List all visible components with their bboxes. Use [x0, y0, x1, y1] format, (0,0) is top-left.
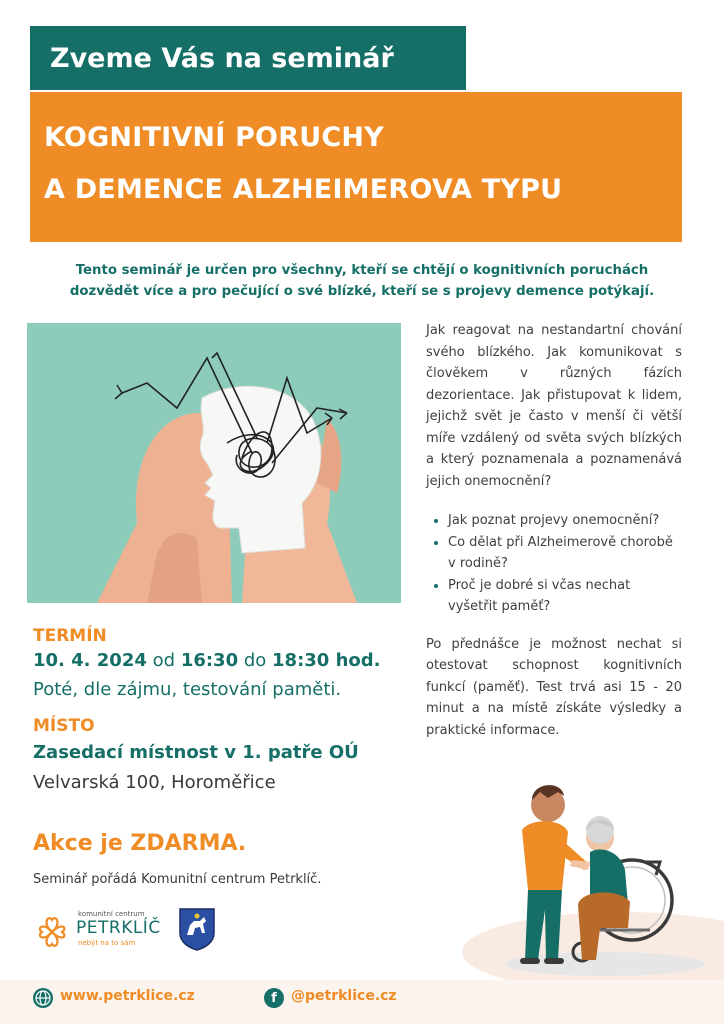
organizer-text: Seminář pořádá Komunitní centrum Petrklíč.: [33, 872, 322, 887]
question-list: [426, 510, 682, 618]
place-label: MÍSTO: [33, 716, 95, 736]
intro-text: [30, 260, 694, 302]
intro-line-1: Tento seminář je určen pro všechny, kteří se chtějí o kognitivních poruchách: [75, 263, 649, 278]
coat-of-arms-icon: [178, 907, 216, 951]
logo-tagline: nebýt na to sám: [78, 939, 136, 947]
question-item: • Proč je dobré si včas nechat vyšetřit paměť?: [448, 575, 682, 618]
logo-small-text: komunitní centrum: [78, 910, 145, 918]
intro-line-2: dozvědět více a pro pečující o své blízké, kteří se s projevy demence potýkají.: [69, 284, 655, 299]
website-link[interactable]: www.petrklice.cz: [60, 988, 195, 1004]
globe-icon: [33, 988, 53, 1008]
from-word: od: [152, 650, 176, 671]
event-datetime: [33, 650, 381, 671]
event-date: 10. 4. 2024: [33, 650, 147, 671]
petrklic-logo: [30, 906, 162, 956]
clover-icon: [30, 910, 74, 954]
description-column: [426, 320, 682, 741]
hands-head-illustration: [27, 323, 401, 603]
invite-banner: [30, 26, 466, 90]
description-paragraph-1: Jak reagovat na nestandartní chování svého blízkého. Jak komunikovat s člověkem v různých fázích dezorientace. Jak přistupovat k lidem, jejichž svět je často v menší či větší míře vzdálený od světa svých blízkých a který poznamenala a poznamenává jejich onemocnění?: [426, 323, 682, 489]
logo-name: PETRKLÍČ: [76, 918, 161, 938]
title-line-1: KOGNITIVNÍ PORUCHY: [44, 122, 384, 153]
event-end: 18:30 hod.: [272, 650, 381, 671]
question-item: • Co dělat při Alzheimerově chorobě v rodině?: [448, 532, 682, 575]
hands-head-image: [27, 323, 401, 603]
social-link[interactable]: @petrklice.cz: [291, 988, 397, 1004]
title-line-2: A DEMENCE ALZHEIMEROVA TYPU: [44, 174, 563, 205]
invite-text: Zveme Vás na seminář: [50, 42, 394, 74]
event-start: 16:30: [180, 650, 239, 671]
place-address: Velvarská 100, Horoměřice: [33, 772, 276, 793]
free-entry-text: Akce je ZDARMA.: [33, 831, 247, 856]
question-item: • Jak poznat projevy onemocnění?: [448, 510, 682, 532]
facebook-icon: f: [264, 988, 284, 1008]
description-paragraph-2: Po přednášce je možnost nechat si otestovat schopnost kognitivních funkcí (paměť). Test trvá asi 15 - 20 minut a na místě získáte výsledky a praktické informace.: [426, 636, 682, 738]
after-event-text: Poté, dle zájmu, testování paměti.: [33, 679, 342, 700]
title-banner: [30, 92, 682, 242]
caregiver-illustration: [450, 770, 724, 980]
to-word: do: [243, 650, 267, 671]
term-label: TERMÍN: [33, 626, 107, 646]
place-name: Zasedací místnost v 1. patře OÚ: [33, 742, 359, 763]
